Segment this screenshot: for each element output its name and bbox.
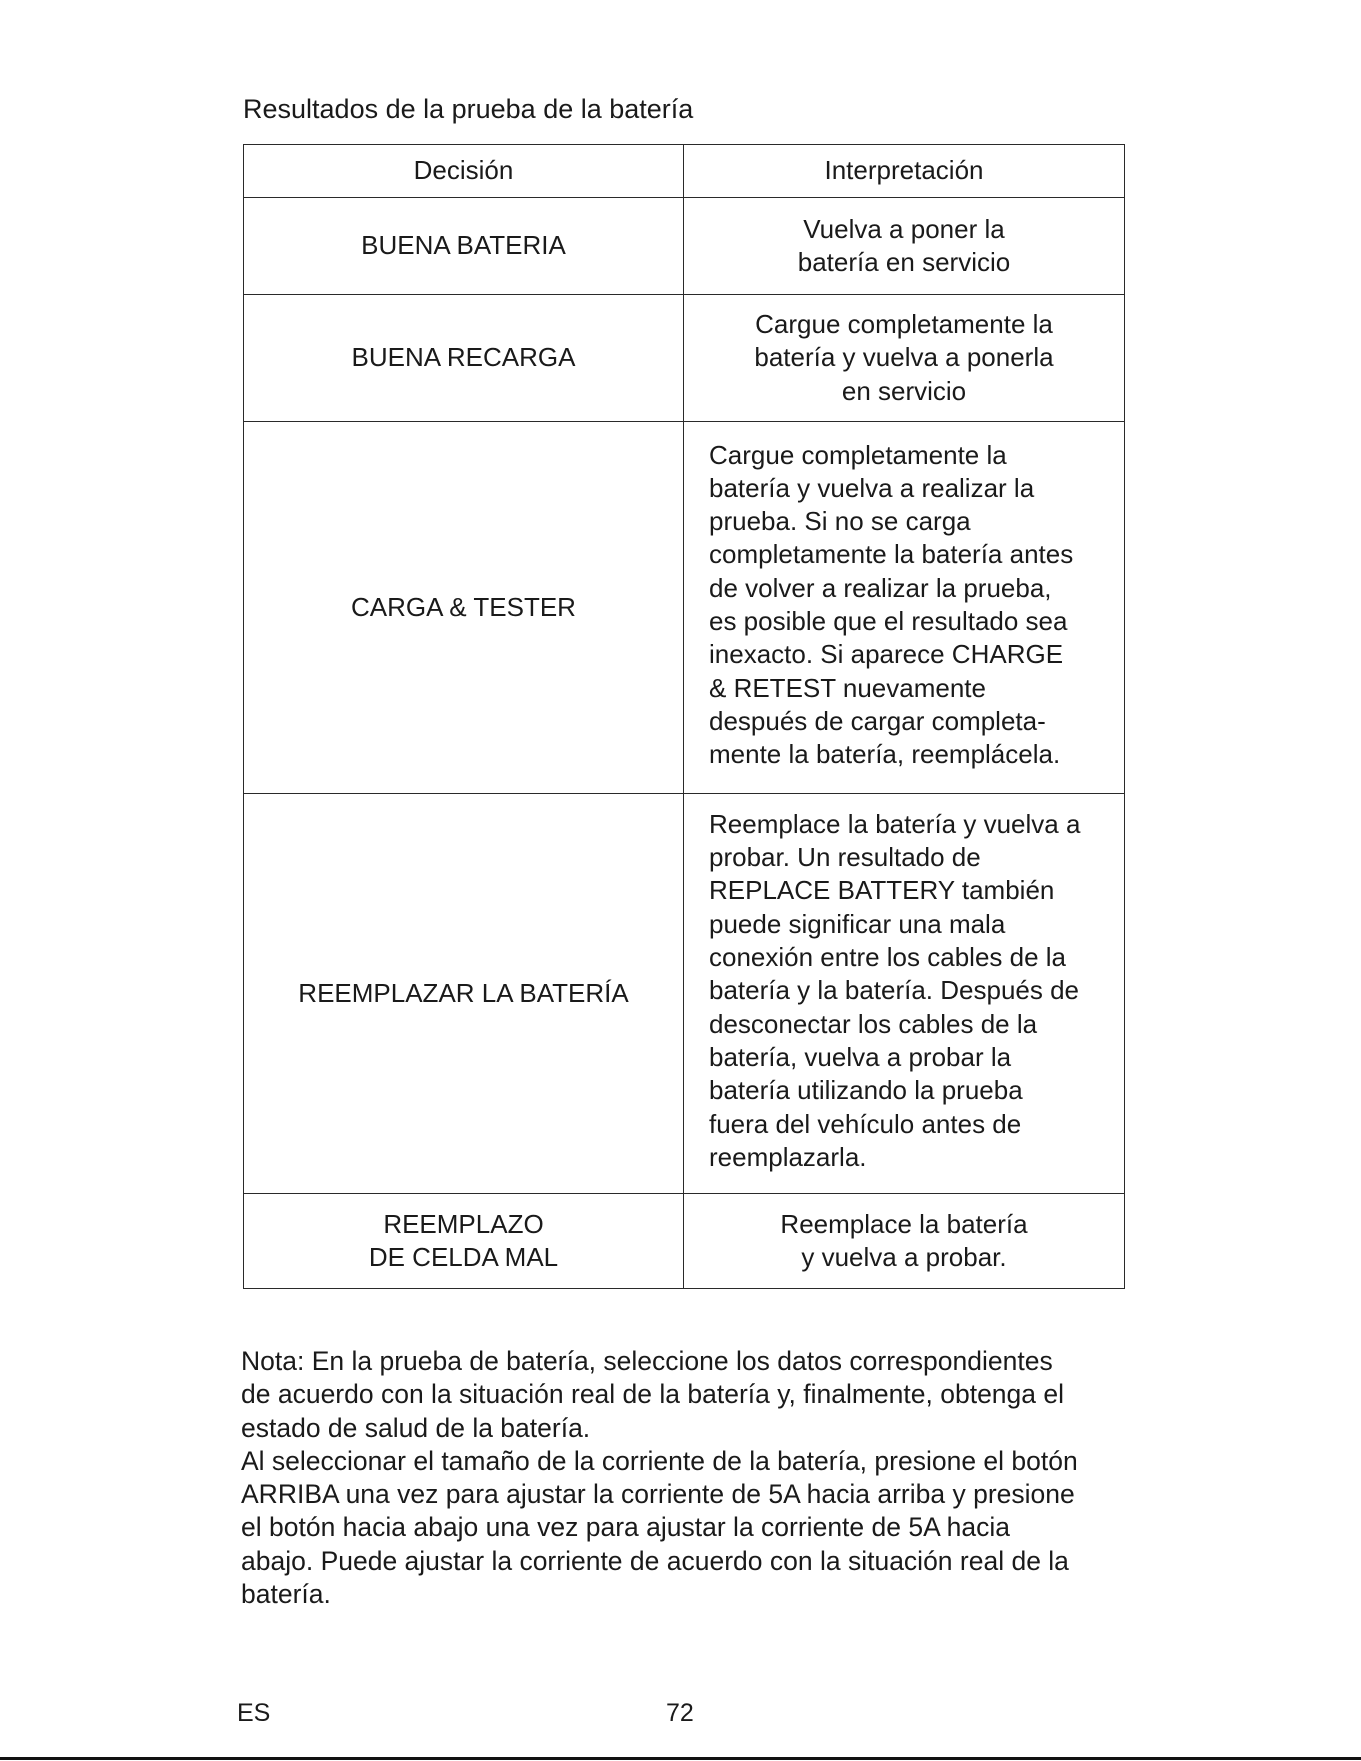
interpretation-cell: Reemplace la batería y vuelva a probar. (684, 1194, 1125, 1289)
table-row (244, 295, 1125, 422)
header-decision: Decisión (244, 145, 684, 198)
table-row (244, 794, 1125, 1194)
decision-cell: REEMPLAZAR LA BATERÍA (244, 794, 684, 1194)
interpretation-cell: Reemplace la batería y vuelva a probar. Un resultado de REPLACE BATTERY también puede significar una mala conexión entre los cables de la batería y la batería. Después de desconectar los cables de la batería, vuelva a probar la batería utilizando la prueba fuera del vehículo antes de reemplazarla. (684, 794, 1125, 1194)
decision-cell: BUENA RECARGA (244, 295, 684, 422)
table-header-row (244, 145, 1125, 198)
decision-cell: BUENA BATERIA (244, 198, 684, 295)
page-title: Resultados de la prueba de la batería (243, 94, 694, 124)
footer-language: ES (237, 1699, 271, 1727)
table-row (244, 422, 1125, 794)
interpretation-cell: Cargue completamente la batería y vuelva a ponerla en servicio (684, 295, 1125, 422)
header-interpretation: Interpretación (684, 145, 1125, 198)
table-row (244, 198, 1125, 295)
page-number: 72 (666, 1699, 694, 1727)
table-row (244, 1194, 1125, 1289)
decision-cell: REEMPLAZO DE CELDA MAL (244, 1194, 684, 1289)
battery-results-table (243, 144, 1125, 1289)
decision-cell: CARGA & TESTER (244, 422, 684, 794)
note-paragraph: Nota: En la prueba de batería, seleccione los datos correspondientes de acuerdo con la situación real de la batería y, finalmente, obtenga el estado de salud de la batería. Al seleccionar el tamaño de la corriente de la batería, presione el botón ARRIBA una vez para ajustar la corriente de 5A hacia arriba y presione el botón hacia abajo una vez para ajustar la corriente de 5A hacia abajo. Puede ajustar la corriente de acuerdo con la situación real de la batería. (241, 1346, 1078, 1610)
interpretation-cell: Cargue completamente la batería y vuelva a realizar la prueba. Si no se carga completamente la batería antes de volver a realizar la prueba, es posible que el resultado sea inexacto. Si aparece CHARGE & RETEST nuevamente después de cargar completa- mente la batería, reemplácela. (684, 422, 1125, 794)
bottom-rule (0, 1757, 1361, 1760)
interpretation-cell: Vuelva a poner la batería en servicio (684, 198, 1125, 295)
